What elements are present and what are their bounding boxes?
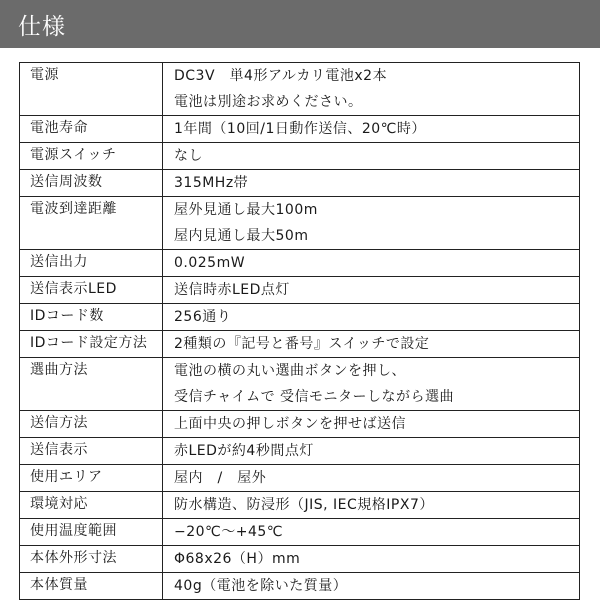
page-title: 仕様 (18, 13, 66, 40)
spec-value-line: 赤LEDが約4秒間点灯 (174, 443, 314, 459)
spec-label: 送信出力 (20, 250, 163, 277)
spec-row (20, 519, 580, 546)
spec-value (163, 546, 580, 573)
spec-value (163, 438, 580, 465)
spec-label: 選曲方法 (20, 358, 163, 411)
spec-label: 電源スイッチ (20, 143, 163, 170)
spec-row (20, 411, 580, 438)
spec-value (163, 358, 580, 411)
spec-row (20, 331, 580, 358)
spec-value-line: なし (174, 148, 203, 164)
spec-value (163, 304, 580, 331)
spec-label: 電波到達距離 (20, 197, 163, 250)
spec-value-line: 屋内見通し最大50m (174, 228, 309, 244)
spec-value-line: DC3V 単4形アルカリ電池x2本 (174, 68, 388, 84)
spec-value-line: 上面中央の押しボタンを押せば送信 (174, 416, 406, 432)
spec-header-bar (0, 0, 600, 48)
spec-label: 送信周波数 (20, 170, 163, 197)
spec-value (163, 63, 580, 116)
spec-row (20, 573, 580, 600)
spec-row (20, 438, 580, 465)
spec-value (163, 116, 580, 143)
spec-value-line: 屋内 / 屋外 (174, 470, 267, 486)
spec-value-line: 屋外見通し最大100m (174, 202, 318, 218)
spec-value (163, 197, 580, 250)
spec-label: 環境対応 (20, 492, 163, 519)
spec-row (20, 465, 580, 492)
spec-value (163, 492, 580, 519)
spec-value-line: 電池の横の丸い選曲ボタンを押し、 (174, 363, 406, 379)
spec-row (20, 250, 580, 277)
spec-value (163, 170, 580, 197)
spec-value-line: 256通り (174, 309, 232, 325)
spec-value (163, 465, 580, 492)
spec-value-line: 受信チャイムで 受信モニターしながら選曲 (174, 389, 455, 405)
spec-value-line: 2種類の『記号と番号』スイッチで設定 (174, 336, 430, 352)
spec-table-body (20, 63, 580, 600)
spec-value (163, 573, 580, 600)
spec-label: IDコード設定方法 (20, 331, 163, 358)
spec-value (163, 411, 580, 438)
spec-value-line: 電池は別途お求めください。 (174, 94, 363, 110)
spec-value-line: 315MHz帯 (174, 175, 249, 191)
spec-row (20, 197, 580, 250)
spec-label: 本体質量 (20, 573, 163, 600)
spec-label: 送信方法 (20, 411, 163, 438)
spec-label: 電池寿命 (20, 116, 163, 143)
spec-label: 使用温度範囲 (20, 519, 163, 546)
spec-value (163, 277, 580, 304)
spec-value (163, 143, 580, 170)
spec-row (20, 546, 580, 573)
spec-value-line: 0.025mW (174, 255, 246, 271)
spec-value-line: 防水構造、防浸形（JIS, IEC規格IPX7） (174, 497, 434, 513)
spec-value-line: 送信時赤LED点灯 (174, 282, 290, 298)
spec-label: IDコード数 (20, 304, 163, 331)
spec-row (20, 63, 580, 116)
spec-value (163, 250, 580, 277)
spec-value-line: 1年間（10回/1日動作送信、20℃時） (174, 121, 426, 137)
spec-value (163, 519, 580, 546)
spec-row (20, 170, 580, 197)
spec-row (20, 143, 580, 170)
spec-table (19, 62, 580, 600)
spec-label: 使用エリア (20, 465, 163, 492)
spec-row (20, 116, 580, 143)
spec-value-line: Φ68x26（H）mm (174, 551, 301, 567)
spec-row (20, 492, 580, 519)
spec-label: 送信表示 (20, 438, 163, 465)
spec-row (20, 277, 580, 304)
spec-value-line: −20℃〜+45℃ (174, 524, 284, 540)
spec-row (20, 304, 580, 331)
spec-label: 電源 (20, 63, 163, 116)
spec-value (163, 331, 580, 358)
spec-value-line: 40g（電池を除いた質量） (174, 578, 348, 594)
spec-row (20, 358, 580, 411)
spec-label: 本体外形寸法 (20, 546, 163, 573)
spec-label: 送信表示LED (20, 277, 163, 304)
